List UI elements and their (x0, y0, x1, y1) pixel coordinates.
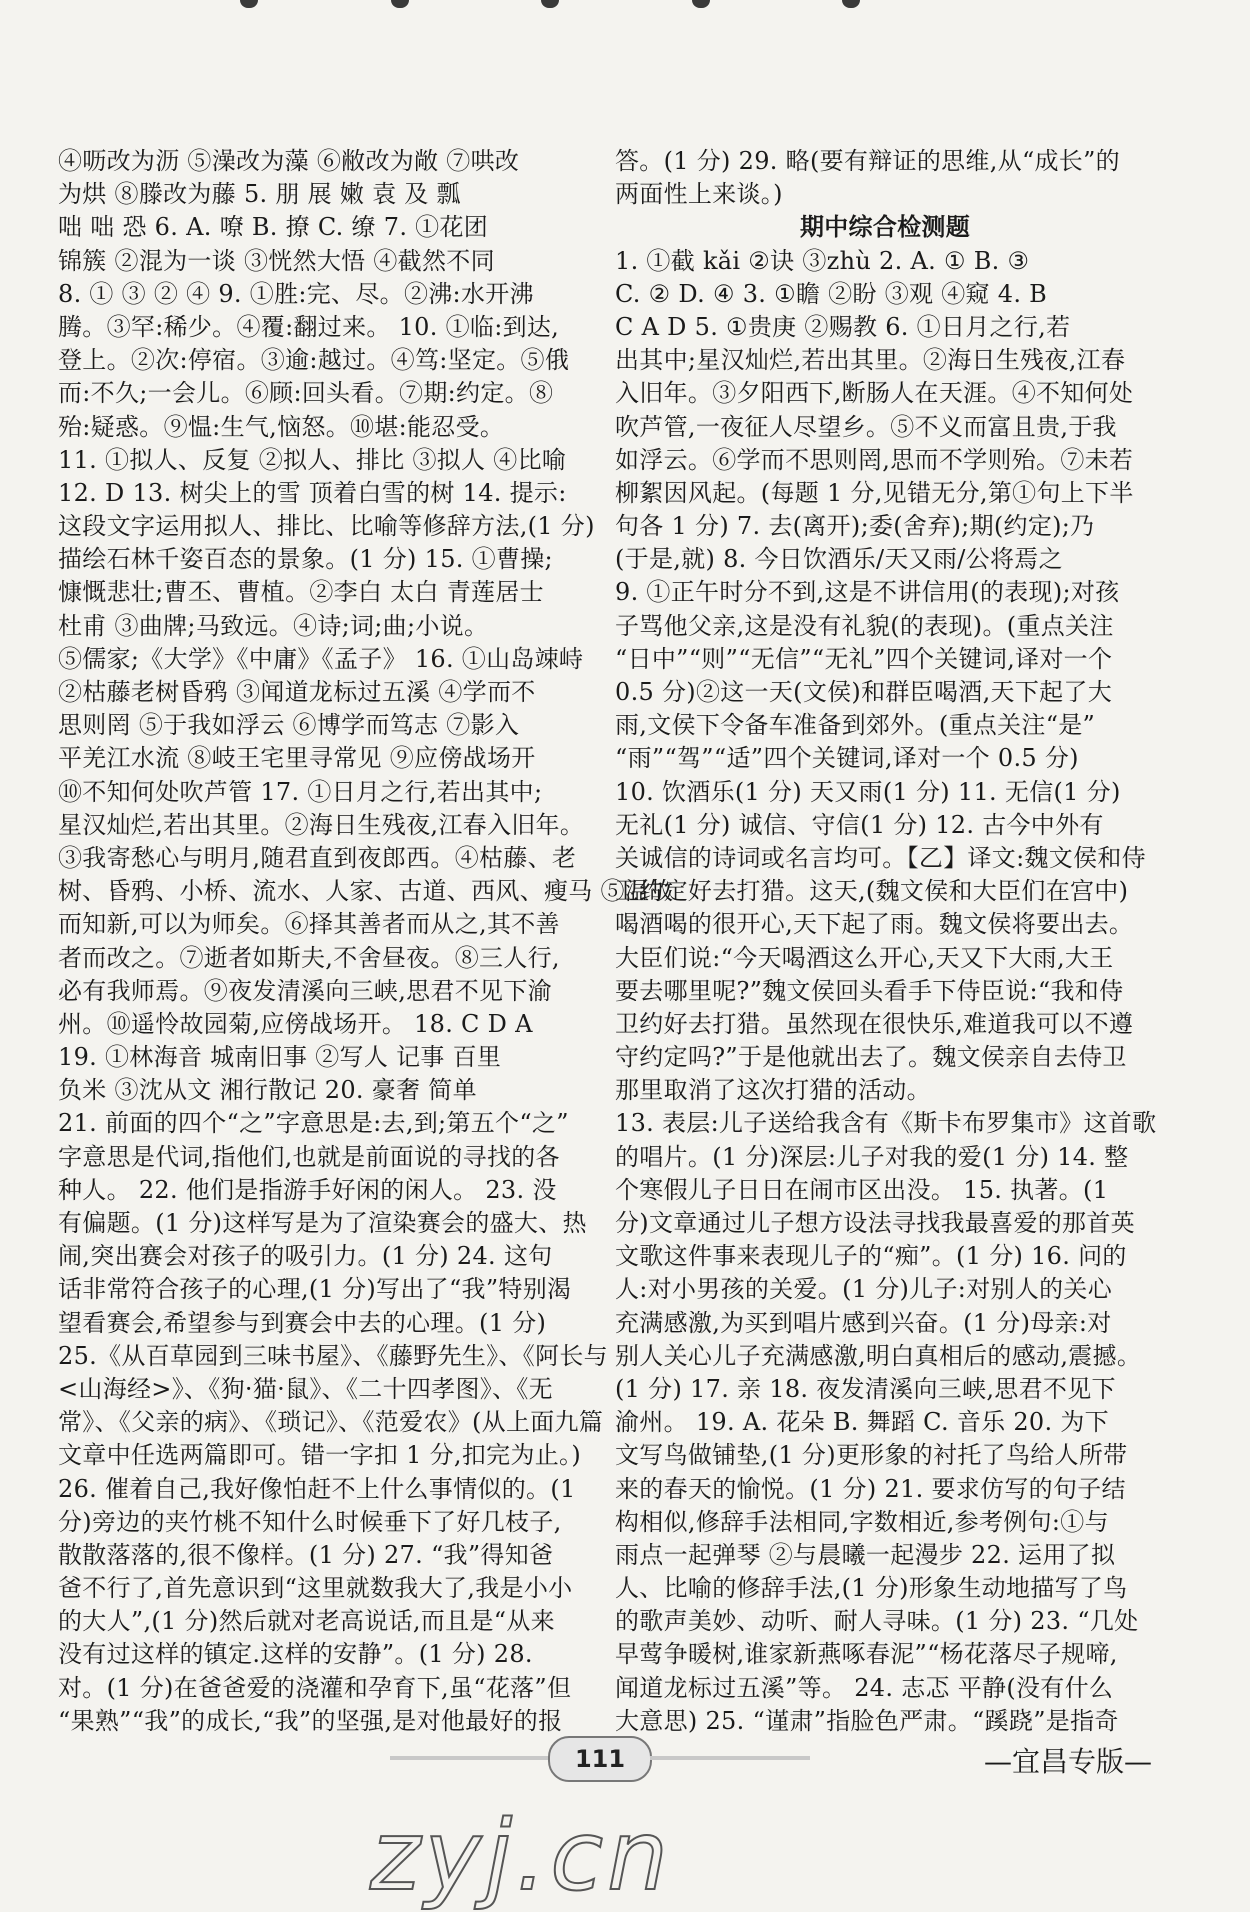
text-line: 大臣们说:“今天喝酒这么开心,天又下大雨,大王 (615, 943, 1114, 972)
text-line: 散散落落的,很不像样。(1 分) 27. “我”得知爸 (58, 1540, 554, 1569)
text-line: 而:不久;一会儿。⑥顾:回头看。⑦期:约定。⑧ (58, 379, 554, 408)
text-line: 树、昏鸦、小桥、流水、人家、古道、西风、瘦马 ⑤温故 (58, 877, 674, 906)
text-line: 子骂他父亲,这是没有礼貌(的表现)。(重点关注 (615, 611, 1114, 640)
hole-mark (541, 0, 559, 8)
footer-rule-left (390, 1756, 550, 1760)
text-line: 9. ①正午时分不到,这是不讲信用(的表现);对孩 (615, 578, 1120, 607)
text-line: 没有过这样的镇定.这样的安静”。(1 分) 28. (58, 1640, 533, 1669)
page-footer (0, 1732, 1250, 1782)
text-line: ④呖改为沥 ⑤澡改为藻 ⑥敝改为敞 ⑦哄改 (58, 147, 520, 175)
text-line: 26. 催着自己,我好像怕赶不上什么事情似的。(1 (58, 1474, 576, 1503)
text-line: 闹,突出赛会对孩子的吸引力。(1 分) 24. 这句 (58, 1242, 553, 1271)
text-line: 为烘 ⑧滕改为藤 5. 朋 展 嫩 袁 及 瓢 (58, 180, 461, 209)
text-line: 话非常符合孩子的心理,(1 分)写出了“我”特别渴 (58, 1275, 572, 1304)
hole-mark (842, 0, 860, 8)
text-line: 渝州。 19. A. 花朵 B. 舞蹈 C. 音乐 20. 为下 (615, 1408, 1109, 1437)
footer-rule-right (650, 1756, 810, 1760)
text-line: 句各 1 分) 7. 去(离开);委(舍弃);期(约定);乃 (615, 512, 1095, 541)
text-line: 这段文字运用拟人、排比、比喻等修辞方法,(1 分) (58, 512, 595, 541)
text-line: 充满感激,为买到唱片感到兴奋。(1 分)母亲:对 (615, 1308, 1112, 1337)
text-line: 负米 ③沈从文 湘行散记 20. 豪奢 简单 (58, 1076, 477, 1105)
text-line: ③我寄愁心与明月,随君直到夜郎西。④枯藤、老 (58, 843, 577, 872)
text-line: “果熟”“我”的成长,“我”的坚强,是对他最好的报 (58, 1706, 563, 1735)
text-line: 8. ① ③ ② ④ 9. ①胜:完、尽。②沸:水开沸 (58, 279, 534, 308)
text-line: C. ② D. ④ 3. ①瞻 ②盼 ③观 ④窥 4. B (615, 279, 1048, 308)
text-line: 大意思) 25. “谨肃”指脸色严肃。“蹊跷”是指奇 (615, 1706, 1119, 1735)
text-line: 卫约定好去打猎。这天,(魏文侯和大臣们在宫中) (615, 877, 1129, 906)
text-line: 的歌声美妙、动听、耐人寻味。(1 分) 23. “几处 (615, 1607, 1139, 1636)
text-line: 1. ①截 kǎi ②诀 ③zhù 2. A. ① B. ③ (615, 246, 1030, 275)
text-line: 腾。③罕:稀少。④覆:翻过来。 10. ①临:到达, (58, 312, 560, 341)
text-line: “日中”“则”“无信”“无礼”四个关键词,译对一个 (615, 644, 1113, 673)
text-line: 卫约好去打猎。虽然现在很快乐,难道我可以不遵 (615, 1009, 1134, 1038)
hole-mark (692, 0, 710, 8)
text-line: 必有我师焉。⑨夜发清溪向三峡,思君不见下渝 (58, 976, 552, 1005)
text-line: 文章中任选两篇即可。错一字扣 1 分,扣完为止。) (58, 1441, 582, 1470)
text-line: 分)旁边的夹竹桃不知什么时候垂下了好几枝子, (58, 1507, 562, 1536)
text-line: 分)文章通过儿子想方设法寻找我最喜爱的那首英 (615, 1209, 1135, 1237)
text-line: 19. ①林海音 城南旧事 ②写人 记事 百里 (58, 1043, 502, 1072)
text-line: 者而改之。⑦逝者如斯夫,不舍昼夜。⑧三人行, (58, 943, 560, 972)
text-line: 如浮云。⑥学而不思则罔,思而不学则殆。⑦未若 (615, 445, 1134, 474)
text-line: 闻道龙标过五溪”等。 24. 志忑 平静(没有什么 (615, 1673, 1114, 1702)
text-line: 吹芦管,一夜征人尽望乡。⑤不义而富且贵,于我 (615, 412, 1117, 441)
text-line: 描绘石林千姿百态的景象。(1 分) 15. ①曹操; (58, 545, 553, 574)
text-line: 入旧年。③夕阳西下,断肠人在天涯。④不知何处 (615, 379, 1134, 408)
text-line: 慷慨悲壮;曹丕、曹植。②李白 太白 青莲居士 (58, 578, 544, 607)
text-line: (1 分) 17. 亲 18. 夜发清溪向三峡,思君不见下 (615, 1374, 1116, 1403)
text-line: 字意思是代词,指他们,也就是前面说的寻找的各 (58, 1142, 560, 1171)
text-line: 望看赛会,希望参与到赛会中去的心理。(1 分) (58, 1308, 547, 1337)
edition-label: —宜昌专版— (983, 1745, 1152, 1778)
watermark-logo: zyj.cn (370, 1800, 673, 1912)
text-line: ⑩不知何处吹芦管 17. ①日月之行,若出其中; (58, 777, 543, 806)
text-line: 锦簇 ②混为一谈 ③恍然大悟 ④截然不同 (58, 246, 495, 275)
text-line: 10. 饮酒乐(1 分) 天又雨(1 分) 11. 无信(1 分) (615, 777, 1121, 806)
right-column (615, 145, 1155, 1738)
section-heading: 期中综合检测题 (799, 213, 971, 242)
text-line: 别人关心儿子充满感激,明白真相后的感动,震撼。 (615, 1341, 1142, 1370)
text-line: 人、比喻的修辞手法,(1 分)形象生动地描写了鸟 (615, 1574, 1128, 1603)
text-line: 要去哪里呢?”魏文侯回头看手下侍臣说:“我和侍 (615, 976, 1124, 1005)
text-line: 而知新,可以为师矣。⑥择其善者而从之,其不善 (58, 910, 560, 939)
text-line: <山海经>》、《狗·猫·鼠》、《二十四孝图》、《无 (58, 1374, 553, 1403)
text-line: 州。⑩遥怜故园菊,应傍战场开。 18. C D A (58, 1009, 533, 1038)
text-line: 关诚信的诗词或名言均可。【乙】译文:魏文侯和侍 (615, 843, 1146, 872)
text-line: 咄 咄 恐 6. A. 嘹 B. 撩 C. 缭 7. ①花团 (58, 213, 489, 242)
hole-mark (391, 0, 409, 8)
text-line: 两面性上来谈。) (615, 180, 783, 209)
text-line: 守约定吗?”于是他就出去了。魏文侯亲自去侍卫 (615, 1043, 1127, 1072)
text-line: 喝酒喝的很开心,天下起了雨。魏文侯将要出去。 (615, 910, 1134, 939)
page-number-badge (548, 1736, 652, 1782)
text-line: 13. 表层:儿子送给我含有《斯卡布罗集市》这首歌 (615, 1109, 1157, 1138)
text-line: 思则罔 ⑤于我如浮云 ⑥博学而笃志 ⑦影入 (58, 711, 520, 740)
text-line: 11. ①拟人、反复 ②拟人、排比 ③拟人 ④比喻 (58, 445, 567, 474)
text-line: 对。(1 分)在爸爸爱的浇灌和孕育下,虽“花落”但 (58, 1673, 572, 1702)
text-line: 雨点一起弹琴 ②与晨曦一起漫步 22. 运用了拟 (615, 1540, 1116, 1569)
text-line: 文写鸟做铺垫,(1 分)更形象的衬托了鸟给人所带 (615, 1441, 1128, 1470)
left-column (58, 145, 674, 1738)
text-line: 的唱片。(1 分)深层:儿子对我的爱(1 分) 14. 整 (615, 1142, 1129, 1171)
text-line: 21. 前面的四个“之”字意思是:去,到;第五个“之” (58, 1109, 569, 1138)
text-line: ②枯藤老树昏鸦 ③闻道龙标过五溪 ④学而不 (58, 678, 536, 706)
text-line: 的大人”,(1 分)然后就对老高说话,而且是“从来 (58, 1607, 555, 1636)
text-line: C A D 5. ①贵庚 ②赐教 6. ①日月之行,若 (615, 312, 1071, 341)
text-line: “雨”“驾”“适”四个关键词,译对一个 0.5 分) (615, 744, 1079, 773)
hole-mark (240, 0, 258, 8)
text-line: 来的春天的愉悦。(1 分) 21. 要求仿写的句子结 (615, 1474, 1126, 1503)
text-line: 雨,文侯下令备车准备到郊外。(重点关注“是” (615, 711, 1096, 740)
text-line: 那里取消了这次打猎的活动。 (615, 1076, 931, 1105)
text-line: 构相似,修辞手法相同,字数相近,参考例句:①与 (615, 1507, 1109, 1536)
text-line: 爸不行了,首先意识到“这里就数我大了,我是小小 (58, 1574, 573, 1603)
text-line: 登上。②次:停宿。③逾:越过。④笃:坚定。⑤俄 (58, 346, 570, 375)
text-line: 有偏题。(1 分)这样写是为了渲染赛会的盛大、热 (58, 1209, 587, 1237)
text-line: 个寒假儿子日日在闹市区出没。 15. 执著。(1 (615, 1175, 1109, 1204)
text-line: 文歌这件事来表现儿子的“痴”。(1 分) 16. 问的 (615, 1242, 1127, 1271)
text-line: 人:对小男孩的关爱。(1 分)儿子:对别人的关心 (615, 1275, 1112, 1304)
text-line: 柳絮因风起。(每题 1 分,见错无分,第①句上下半 (615, 478, 1134, 507)
text-line: ⑤儒家;《大学》《中庸》《孟子》 16. ①山岛竦峙 (58, 644, 584, 673)
text-line: (于是,就) 8. 今日饮酒乐/天又雨/公将焉之 (615, 545, 1063, 574)
text-line: 25.《从百草园到三味书屋》、《藤野先生》、《阿长与 (58, 1341, 608, 1370)
text-line: 星汉灿烂,若出其里。②海日生残夜,江春入旧年。 (58, 810, 585, 839)
text-line: 12. D 13. 树尖上的雪 顶着白雪的树 14. 提示: (58, 478, 567, 507)
text-line: 早莺争暖树,谁家新燕啄春泥”“杨花落尽子规啼, (615, 1640, 1118, 1669)
text-line: 答。(1 分) 29. 略(要有辩证的思维,从“成长”的 (615, 147, 1120, 175)
text-line: 殆:疑惑。⑨愠:生气,恼怒。⑩堪:能忍受。 (58, 412, 505, 441)
text-line: 平羌江水流 ⑧岐王宅里寻常见 ⑨应傍战场开 (58, 744, 536, 773)
text-line: 0.5 分)②这一天(文侯)和群臣喝酒,天下起了大 (615, 678, 1113, 706)
text-line: 杜甫 ③曲牌;马致远。④诗;词;曲;小说。 (58, 611, 489, 640)
text-line: 出其中;星汉灿烂,若出其里。②海日生残夜,江春 (615, 346, 1126, 375)
text-line: 种人。 22. 他们是指游手好闲的闲人。 23. 没 (58, 1175, 557, 1204)
page-number: 111 (574, 1745, 626, 1773)
text-line: 常》、《父亲的病》、《琐记》、《范爱农》(从上面九篇 (58, 1408, 604, 1437)
page-top-marks (240, 0, 860, 14)
text-line: 无礼(1 分) 诚信、守信(1 分) 12. 古今中外有 (615, 810, 1104, 839)
